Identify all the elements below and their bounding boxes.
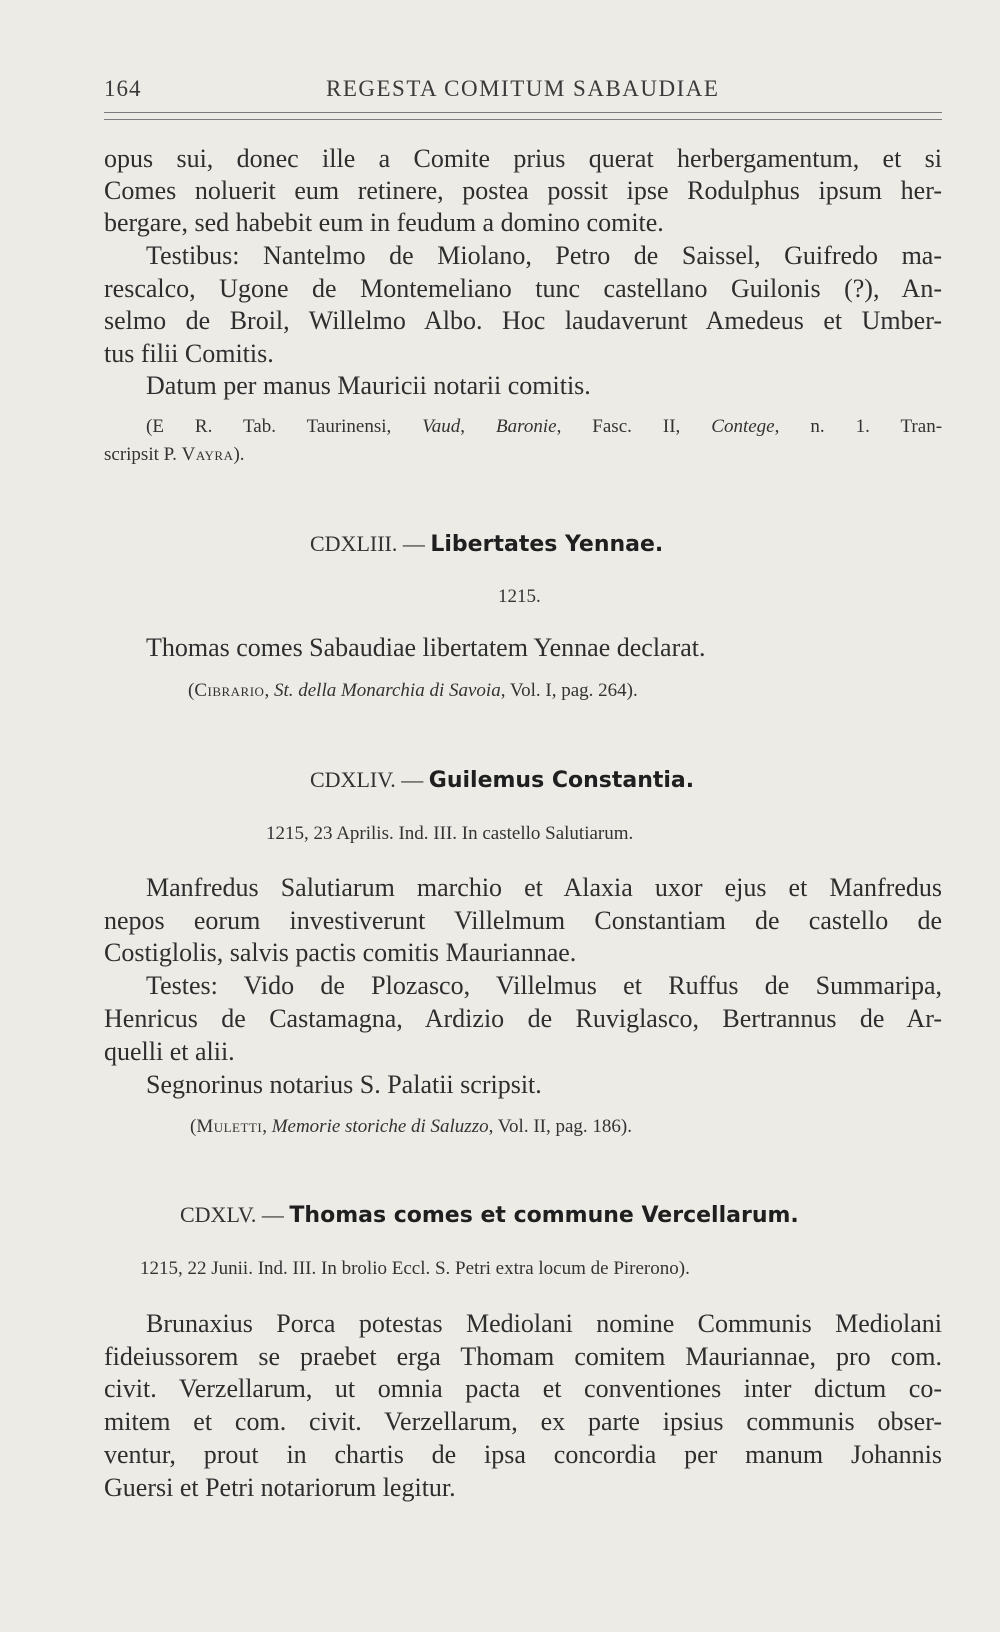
source-citation bbox=[188, 678, 638, 704]
source-citation-cont bbox=[104, 442, 245, 468]
document-summary: Thomas comes Sabaudiae libertatem Yennae declarat. bbox=[146, 633, 706, 662]
citation-italic: Vaud bbox=[422, 416, 461, 437]
document-title: Thomas comes et commune Vercellarum. bbox=[289, 1203, 799, 1228]
text-line: mitem et com. civit. Verzellarum, ex parte ipsius communis obser- bbox=[104, 1407, 942, 1436]
citation-text: , Vol. I, pag. 264). bbox=[500, 680, 638, 701]
citation-text: , bbox=[264, 680, 270, 701]
document-date: 1215, 23 Aprilis. Ind. III. In castello Salutiarum. bbox=[266, 823, 634, 844]
text-line: rescalco, Ugone de Montemeliano tunc castellano Guilonis (?), An- bbox=[104, 274, 942, 303]
text-line: quelli et alii. bbox=[104, 1037, 235, 1066]
text-line: tus filii Comitis. bbox=[104, 339, 274, 368]
citation-work: St. della Monarchia di Savoia bbox=[273, 680, 501, 701]
document-heading bbox=[310, 529, 663, 560]
citation-italic: Baronie bbox=[496, 416, 557, 437]
citation-text: , Vol. II, pag. 186). bbox=[488, 1116, 632, 1137]
text-line: ventur, prout in chartis de ipsa concordia per manum Johannis bbox=[104, 1440, 942, 1469]
document-date: 1215, 22 Junii. Ind. III. In brolio Eccl. S. Petri extra locum de Pirerono). bbox=[140, 1258, 690, 1279]
page-number: 164 bbox=[104, 76, 142, 101]
citation-text: , Fasc. II, bbox=[556, 416, 681, 437]
document-heading bbox=[180, 1200, 799, 1231]
document-title: Guilemus Constantia. bbox=[428, 768, 695, 793]
header-rule-bottom bbox=[104, 119, 942, 120]
text-line: Testes: Vido de Plozasco, Villelmus et Ruffus de Summaripa, bbox=[146, 971, 942, 1000]
text-line: Segnorinus notarius S. Palatii scripsit. bbox=[146, 1070, 542, 1099]
text-line: fideiussorem se praebet erga Thomam comitem Mauriannae, pro com. bbox=[104, 1342, 942, 1371]
text-line: Datum per manus Mauricii notarii comitis. bbox=[146, 371, 591, 400]
text-line: Costiglolis, salvis pactis comitis Mauriannae. bbox=[104, 938, 577, 967]
citation-text: , bbox=[262, 1116, 267, 1137]
source-citation bbox=[146, 414, 942, 440]
document-date: 1215. bbox=[498, 586, 541, 607]
citation-text: ). bbox=[233, 444, 245, 465]
text-line: civit. Verzellarum, ut omnia pacta et conventiones inter dictum co- bbox=[104, 1374, 942, 1403]
running-header bbox=[104, 76, 942, 106]
text-line: opus sui, donec ille a Comite prius querat herbergamentum, et si bbox=[104, 144, 942, 173]
text-line: Comes noluerit eum retinere, postea possit ipse Rodulphus ipsum her- bbox=[104, 176, 942, 205]
citation-text: ( bbox=[188, 680, 195, 701]
running-title: REGESTA COMITUM SABAUDIAE bbox=[326, 76, 720, 101]
citation-author: Cibrario bbox=[194, 680, 265, 701]
citation-text: ( bbox=[190, 1116, 197, 1137]
text-line: bergare, sed habebit eum in feudum a domino comite. bbox=[104, 208, 664, 237]
text-line: Brunaxius Porca potestas Mediolani nomine Communis Mediolani bbox=[146, 1309, 942, 1338]
citation-text: , n. 1. Tran- bbox=[774, 416, 943, 437]
text-line: Henricus de Castamagna, Ardizio de Ruviglasco, Bertrannus de Ar- bbox=[104, 1004, 942, 1033]
text-line: nepos eorum investiverunt Villelmum Constantiam de castello de bbox=[104, 906, 942, 935]
citation-author: Vayra bbox=[181, 444, 234, 465]
citation-work: Memorie storiche di Saluzzo bbox=[271, 1116, 489, 1137]
document-number: CDXLIII. — bbox=[310, 531, 425, 556]
text-line: selmo de Broil, Willelmo Albo. Hoc laudaverunt Amedeus et Umber- bbox=[104, 306, 942, 335]
document-heading bbox=[310, 765, 694, 796]
citation-author: Muletti bbox=[196, 1116, 263, 1137]
header-rule-top bbox=[104, 112, 942, 113]
citation-text: , bbox=[460, 416, 466, 437]
text-line: Manfredus Salutiarum marchio et Alaxia uxor ejus et Manfredus bbox=[146, 873, 942, 902]
source-citation bbox=[190, 1114, 632, 1140]
text-line: Guersi et Petri notariorum legitur. bbox=[104, 1473, 456, 1502]
citation-text: (E R. Tab. Taurinensi, bbox=[146, 416, 392, 437]
document-title: Libertates Yennae. bbox=[430, 532, 664, 557]
document-number: CDXLIV. — bbox=[310, 767, 424, 792]
citation-text: scripsit P. bbox=[104, 444, 177, 465]
text-line: Testibus: Nantelmo de Miolano, Petro de Saissel, Guifredo ma- bbox=[146, 241, 942, 270]
document-number: CDXLV. — bbox=[180, 1202, 284, 1227]
citation-italic: Contege bbox=[711, 416, 775, 437]
